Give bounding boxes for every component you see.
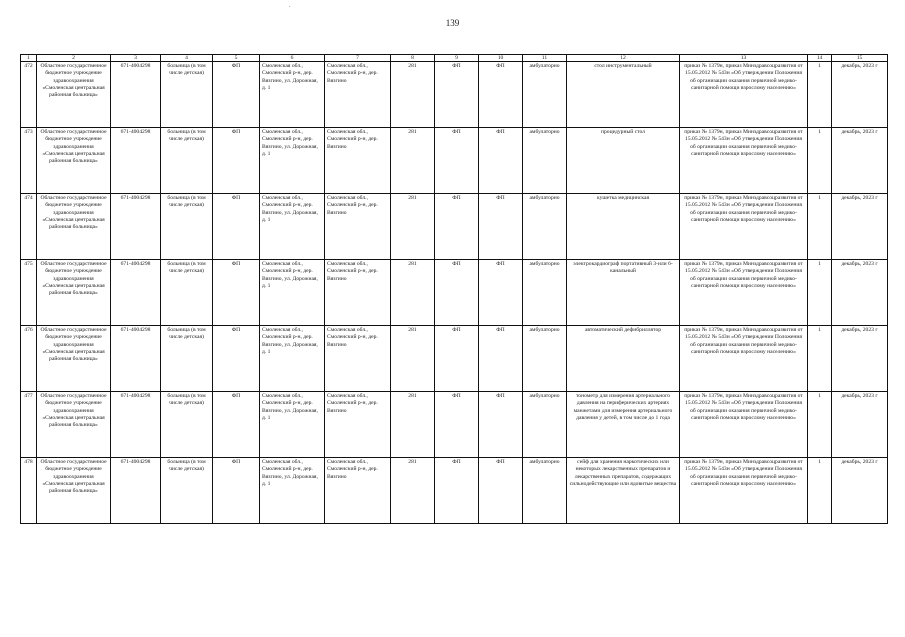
institution-type-cell: больница (в том числе детская) [161, 458, 213, 524]
subdivision-cell: ФП [479, 326, 523, 392]
equipment-name-cell: сейф для хранения наркотических или некоторых лекарственных препаратов и лекарственных препаратов, содержащих сильнодействующие или ядовитые вещества [567, 458, 680, 524]
column-number-cell: 1 [21, 55, 37, 62]
institution-type-cell: больница (в том числе детская) [161, 326, 213, 392]
institution-type-cell: больница (в том числе детская) [161, 392, 213, 458]
ogrn-code-cell: 671-4004298 [111, 194, 161, 260]
organization-name-cell: Областное государственное бюджетное учреждение здравоохранения «Смоленская центральная районная больница» [37, 326, 111, 392]
legal-address-cell: Смоленская обл., Смоленский р-н, дер. Вязгино [325, 260, 391, 326]
delivery-date-cell: декабрь, 2023 г [832, 194, 888, 260]
column-number-cell: 8 [391, 55, 435, 62]
equipment-name-cell: тонометр для измерения артериального давления на периферических артериях манжетами для измерения артериального давления у детей, в том числе до 1 года [567, 392, 680, 458]
actual-address-cell: Смоленская обл., Смоленский р-н, дер. Вязгино, ул. Дорожная, д. 1 [260, 392, 325, 458]
subdivision-cell: ФП [479, 392, 523, 458]
column-number-cell: 7 [325, 55, 391, 62]
delivery-date-cell: декабрь, 2023 г [832, 128, 888, 194]
delivery-date-cell: декабрь, 2023 г [832, 392, 888, 458]
quantity-cell: 1 [808, 260, 832, 326]
ogrn-code-cell: 671-4004298 [111, 260, 161, 326]
quantity-cell: 1 [808, 62, 832, 128]
actual-address-cell: Смоленская обл., Смоленский р-н, дер. Вязгино, ул. Дорожная, д. 1 [260, 458, 325, 524]
legal-address-cell: Смоленская обл., Смоленский р-н, дер. Вязгино [325, 62, 391, 128]
care-form-cell: амбулаторно [523, 194, 567, 260]
organization-name-cell: Областное государственное бюджетное учреждение здравоохранения «Смоленская центральная районная больница» [37, 128, 111, 194]
legal-basis-cell: приказ № 1379н, приказ Минздравсоцразвития от 15.05.2012 № 543н «Об утверждении Положения об организации оказания первичной медико-санитарной помощи взрослому населению» [680, 326, 808, 392]
equipment-name-cell: электрокардиограф портативный 3-или 6-канальный [567, 260, 680, 326]
organization-name-cell: Областное государственное бюджетное учреждение здравоохранения «Смоленская центральная районная больница» [37, 458, 111, 524]
unit-type-cell: ФП [213, 326, 260, 392]
actual-address-cell: Смоленская обл., Смоленский р-н, дер. Вязгино, ул. Дорожная, д. 1 [260, 194, 325, 260]
quantity-cell: 1 [808, 458, 832, 524]
equipment-name-cell: автоматический дефибриллятор [567, 326, 680, 392]
row-number-cell: 476 [21, 326, 37, 392]
subdivision-cell: ФП [479, 128, 523, 194]
delivery-date-cell: декабрь, 2023 г [832, 326, 888, 392]
equipment-name-cell: процедурный стол [567, 128, 680, 194]
column-number-cell: 15 [832, 55, 888, 62]
column-number-cell: 3 [111, 55, 161, 62]
column-number-cell: 5 [213, 55, 260, 62]
legal-address-cell: Смоленская обл., Смоленский р-н, дер. Вязгино [325, 458, 391, 524]
institution-type-cell: больница (в том числе детская) [161, 260, 213, 326]
ogrn-code-cell: 671-4004298 [111, 392, 161, 458]
organization-name-cell: Областное государственное бюджетное учреждение здравоохранения «Смоленская центральная районная больница» [37, 392, 111, 458]
column-number-row [21, 55, 888, 62]
department-cell: ФП [435, 326, 479, 392]
subdivision-cell: ФП [479, 260, 523, 326]
legal-basis-cell: приказ № 1379н, приказ Минздравсоцразвития от 15.05.2012 № 543н «Об утверждении Положения об организации оказания первичной медико-санитарной помощи взрослому населению» [680, 194, 808, 260]
institution-type-cell: больница (в том числе детская) [161, 62, 213, 128]
equipment-name-cell: кушетка медицинская [567, 194, 680, 260]
table-row [21, 128, 888, 194]
staff-count-cell: 281 [391, 128, 435, 194]
page-mark: . [289, 3, 291, 9]
unit-type-cell: ФП [213, 260, 260, 326]
equipment-name-cell: стол инструментальный [567, 62, 680, 128]
registry-table-body [21, 55, 888, 524]
legal-address-cell: Смоленская обл., Смоленский р-н, дер. Вязгино [325, 194, 391, 260]
legal-basis-cell: приказ № 1379н, приказ Минздравсоцразвития от 15.05.2012 № 543н «Об утверждении Положения об организации оказания первичной медико-санитарной помощи взрослому населению» [680, 260, 808, 326]
subdivision-cell: ФП [479, 62, 523, 128]
row-number-cell: 473 [21, 128, 37, 194]
staff-count-cell: 281 [391, 260, 435, 326]
column-number-cell: 4 [161, 55, 213, 62]
quantity-cell: 1 [808, 194, 832, 260]
department-cell: ФП [435, 194, 479, 260]
actual-address-cell: Смоленская обл., Смоленский р-н, дер. Вязгино, ул. Дорожная, д. 1 [260, 62, 325, 128]
row-number-cell: 477 [21, 392, 37, 458]
care-form-cell: амбулаторно [523, 392, 567, 458]
actual-address-cell: Смоленская обл., Смоленский р-н, дер. Вязгино, ул. Дорожная, д. 1 [260, 260, 325, 326]
quantity-cell: 1 [808, 392, 832, 458]
subdivision-cell: ФП [479, 458, 523, 524]
column-number-cell: 6 [260, 55, 325, 62]
row-number-cell: 475 [21, 260, 37, 326]
legal-basis-cell: приказ № 1379н, приказ Минздравсоцразвития от 15.05.2012 № 543н «Об утверждении Положения об организации оказания первичной медико-санитарной помощи взрослому населению» [680, 62, 808, 128]
table-row [21, 392, 888, 458]
unit-type-cell: ФП [213, 194, 260, 260]
row-number-cell: 474 [21, 194, 37, 260]
table-row [21, 62, 888, 128]
department-cell: ФП [435, 128, 479, 194]
staff-count-cell: 281 [391, 326, 435, 392]
care-form-cell: амбулаторно [523, 326, 567, 392]
ogrn-code-cell: 671-4004298 [111, 128, 161, 194]
row-number-cell: 472 [21, 62, 37, 128]
organization-name-cell: Областное государственное бюджетное учреждение здравоохранения «Смоленская центральная районная больница» [37, 194, 111, 260]
legal-basis-cell: приказ № 1379н, приказ Минздравсоцразвития от 15.05.2012 № 543н «Об утверждении Положения об организации оказания первичной медико-санитарной помощи взрослому населению» [680, 458, 808, 524]
column-number-cell: 14 [808, 55, 832, 62]
department-cell: ФП [435, 458, 479, 524]
delivery-date-cell: декабрь, 2023 г [832, 62, 888, 128]
staff-count-cell: 281 [391, 392, 435, 458]
column-number-cell: 9 [435, 55, 479, 62]
staff-count-cell: 281 [391, 62, 435, 128]
column-number-cell: 10 [479, 55, 523, 62]
table-row [21, 326, 888, 392]
column-number-cell: 2 [37, 55, 111, 62]
legal-address-cell: Смоленская обл., Смоленский р-н, дер. Вязгино [325, 392, 391, 458]
row-number-cell: 478 [21, 458, 37, 524]
quantity-cell: 1 [808, 128, 832, 194]
actual-address-cell: Смоленская обл., Смоленский р-н, дер. Вязгино, ул. Дорожная, д. 1 [260, 128, 325, 194]
table-row [21, 260, 888, 326]
ogrn-code-cell: 671-4004298 [111, 458, 161, 524]
institution-type-cell: больница (в том числе детская) [161, 194, 213, 260]
quantity-cell: 1 [808, 326, 832, 392]
staff-count-cell: 281 [391, 194, 435, 260]
delivery-date-cell: декабрь, 2023 г [832, 458, 888, 524]
care-form-cell: амбулаторно [523, 128, 567, 194]
table-row [21, 194, 888, 260]
actual-address-cell: Смоленская обл., Смоленский р-н, дер. Вязгино, ул. Дорожная, д. 1 [260, 326, 325, 392]
ogrn-code-cell: 671-4004298 [111, 326, 161, 392]
unit-type-cell: ФП [213, 458, 260, 524]
organization-name-cell: Областное государственное бюджетное учреждение здравоохранения «Смоленская центральная районная больница» [37, 62, 111, 128]
subdivision-cell: ФП [479, 194, 523, 260]
legal-basis-cell: приказ № 1379н, приказ Минздравсоцразвития от 15.05.2012 № 543н «Об утверждении Положения об организации оказания первичной медико-санитарной помощи взрослому населению» [680, 392, 808, 458]
column-number-cell: 12 [567, 55, 680, 62]
registry-table [20, 54, 888, 524]
column-number-cell: 11 [523, 55, 567, 62]
page-number: 139 [445, 18, 460, 28]
department-cell: ФП [435, 62, 479, 128]
organization-name-cell: Областное государственное бюджетное учреждение здравоохранения «Смоленская центральная районная больница» [37, 260, 111, 326]
care-form-cell: амбулаторно [523, 458, 567, 524]
table-row [21, 458, 888, 524]
care-form-cell: амбулаторно [523, 260, 567, 326]
department-cell: ФП [435, 260, 479, 326]
delivery-date-cell: декабрь, 2023 г [832, 260, 888, 326]
staff-count-cell: 281 [391, 458, 435, 524]
department-cell: ФП [435, 392, 479, 458]
unit-type-cell: ФП [213, 392, 260, 458]
legal-address-cell: Смоленская обл., Смоленский р-н, дер. Вязгино [325, 128, 391, 194]
column-number-cell: 13 [680, 55, 808, 62]
legal-basis-cell: приказ № 1379н, приказ Минздравсоцразвития от 15.05.2012 № 543н «Об утверждении Положения об организации оказания первичной медико-санитарной помощи взрослому населению» [680, 128, 808, 194]
unit-type-cell: ФП [213, 128, 260, 194]
ogrn-code-cell: 671-4004298 [111, 62, 161, 128]
care-form-cell: амбулаторно [523, 62, 567, 128]
legal-address-cell: Смоленская обл., Смоленский р-н, дер. Вязгино [325, 326, 391, 392]
unit-type-cell: ФП [213, 62, 260, 128]
institution-type-cell: больница (в том числе детская) [161, 128, 213, 194]
